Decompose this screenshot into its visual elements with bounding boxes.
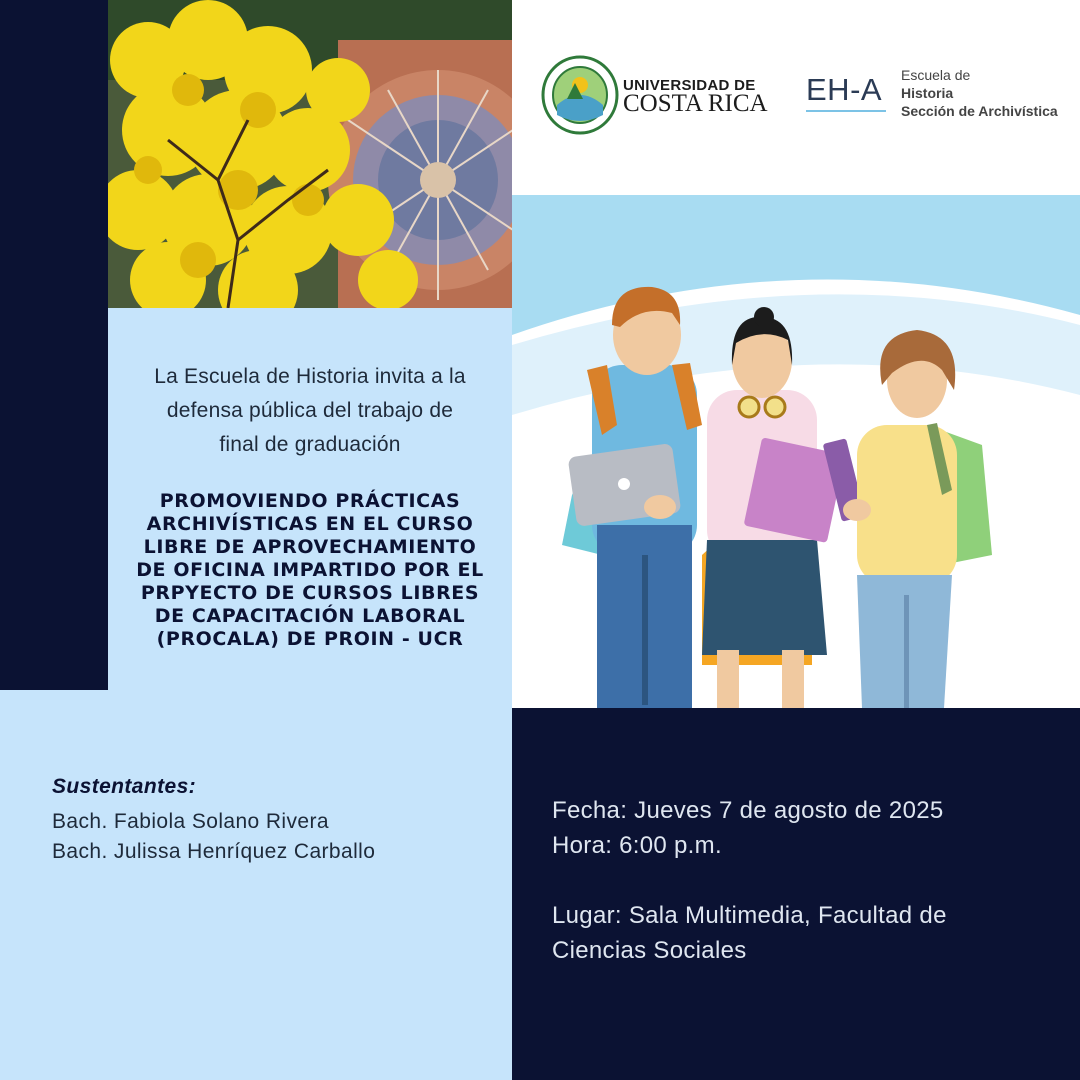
thesis-title-line: (PROCALA) DE PROIN - UCR — [156, 628, 464, 650]
presenter-name: Bach. Fabiola Solano Rivera — [52, 810, 329, 833]
invitation-line: defensa pública del trabajo de — [166, 399, 454, 422]
presenter-name: Bach. Julissa Henríquez Carballo — [52, 840, 376, 863]
campus-photo — [108, 0, 512, 308]
thesis-title-line: DE CAPACITACIÓN LABORAL — [154, 605, 466, 627]
presenters-heading: Sustentantes: — [52, 775, 197, 798]
thesis-title-line: ARCHIVÍSTICAS EN EL CURSO — [146, 513, 474, 535]
invitation-line: final de graduación — [219, 433, 401, 456]
invitation-text — [108, 360, 512, 462]
thesis-title-line: LIBRE DE APROVECHAMIENTO — [143, 536, 477, 558]
ucr-wordmark-line1: UNIVERSIDAD DE — [623, 77, 756, 94]
navy-side-band — [0, 0, 108, 690]
eha-logo-line3: Sección de Archivística — [901, 103, 1058, 119]
eha-logo-mark: EH-A — [806, 72, 883, 107]
event-location-line1: Lugar: Sala Multimedia, Facultad de — [552, 902, 947, 929]
event-time: Hora: 6:00 p.m. — [552, 832, 722, 859]
event-location-line2: Ciencias Sociales — [552, 937, 747, 964]
thesis-title-line: PROMOVIENDO PRÁCTICAS — [159, 490, 461, 512]
event-date: Fecha: Jueves 7 de agosto de 2025 — [552, 797, 944, 824]
thesis-title-line: PRPYECTO DE CURSOS LIBRES — [140, 582, 480, 604]
ucr-seal-logo — [541, 55, 619, 135]
eha-logo-line2: Historia — [901, 85, 954, 101]
eha-logo-underline — [806, 110, 886, 112]
presenters-panel — [0, 690, 512, 1080]
thesis-title-line: DE OFICINA IMPARTIDO POR EL — [136, 559, 484, 581]
ucr-wordmark-line2: COSTA RICA — [623, 90, 768, 117]
eha-logo-line1: Escuela de — [901, 67, 971, 83]
students-illustration — [512, 195, 1080, 708]
invitation-line: La Escuela de Historia invita a la — [154, 365, 466, 388]
event-info-panel — [512, 708, 1080, 1080]
thesis-title — [130, 490, 490, 651]
